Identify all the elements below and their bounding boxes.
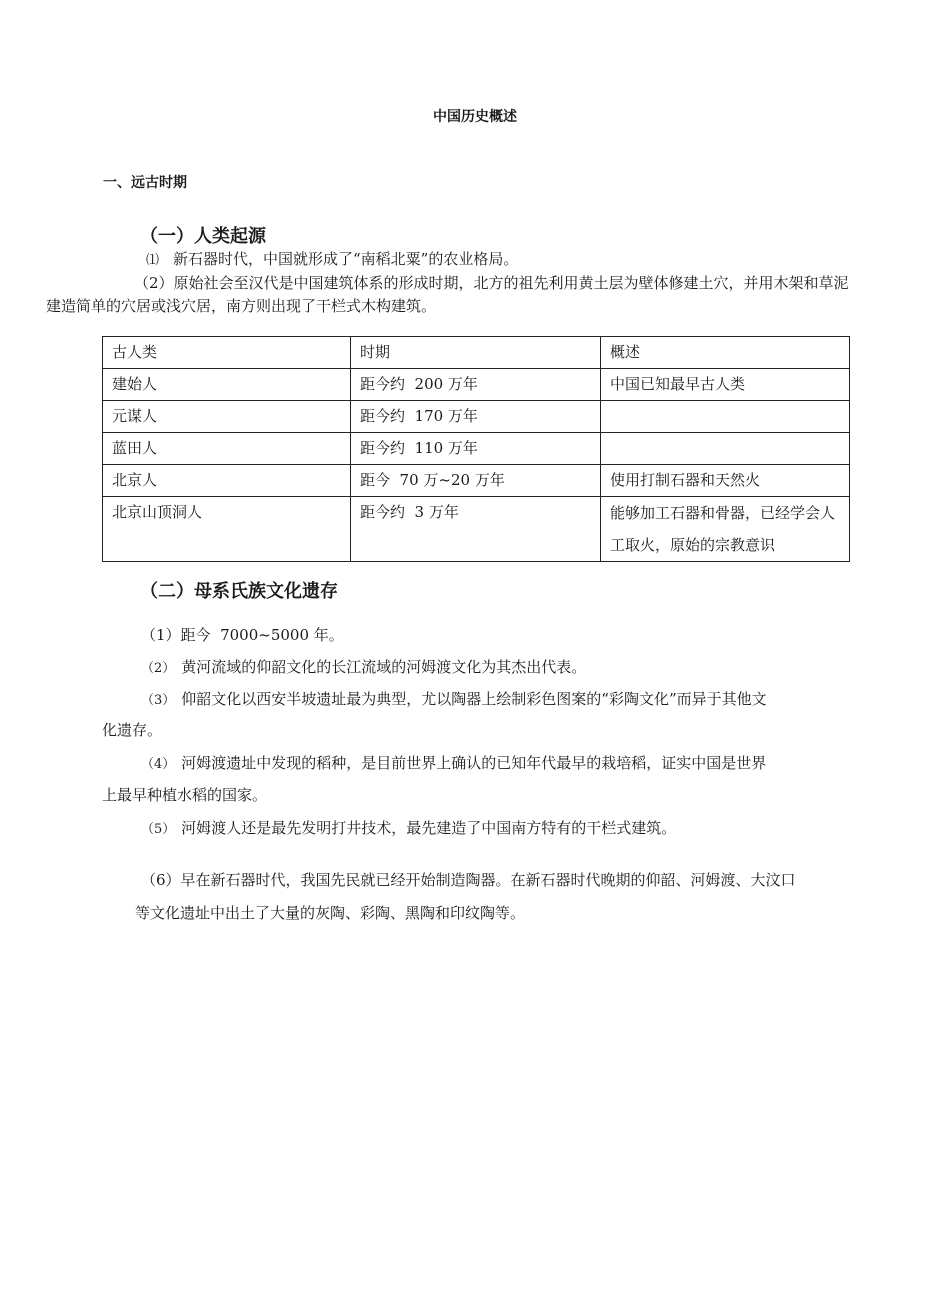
table-header-cell: 时期 (351, 337, 601, 369)
table-cell: 元谋人 (103, 401, 351, 433)
table-header-cell: 概述 (601, 337, 850, 369)
culture-paragraph-1: （1）距今 7000~5000 年。 (141, 626, 344, 644)
table-header-row (103, 337, 850, 369)
culture-paragraph-6-line-2: 等文化遗址中出土了大量的灰陶、彩陶、黑陶和印纹陶等。 (135, 904, 526, 922)
table-row (103, 497, 850, 562)
paragraph-1 (146, 248, 518, 269)
paragraph-text: 仰韶文化以西安半坡遗址最为典型，尤以陶器上绘制彩色图案的“彩陶文化”而异于其他文 (181, 690, 767, 708)
table-cell: 距今约 110 万年 (351, 433, 601, 465)
table-cell: 距今约 170 万年 (351, 401, 601, 433)
table-cell: 距今约 200 万年 (351, 369, 601, 401)
culture-paragraph-4-line-2: 上最早种植水稻的国家。 (102, 786, 268, 804)
table-cell: 距今 70 万~20 万年 (351, 465, 601, 497)
paragraph-number: （5） (141, 822, 176, 837)
paragraph-text: 黄河流域的仰韶文化的长江流域的河姆渡文化为其杰出代表。 (181, 658, 587, 676)
table-cell: 距今约 3 万年 (351, 497, 601, 562)
culture-paragraph-5 (141, 817, 676, 838)
paragraph-2-line-1: （2）原始社会至汉代是中国建筑体系的形成时期，北方的祖先利用黄土层为壁体修建土穴，并用木架和草泥 (134, 274, 849, 292)
table-cell: 北京山顶洞人 (103, 497, 351, 562)
table-cell: 使用打制石器和天然火 (601, 465, 850, 497)
paragraph-number: （3） (141, 693, 176, 708)
table-row (103, 369, 850, 401)
paragraph-number: （2） (141, 661, 176, 676)
table-row (103, 433, 850, 465)
table-cell: 蓝田人 (103, 433, 351, 465)
paragraph-text: 新石器时代，中国就形成了“南稻北粟”的农业格局。 (173, 250, 519, 268)
subsection-heading-origin: （一）人类起源 (140, 226, 266, 247)
paragraph-2-line-2: 建造简单的穴居或浅穴居，南方则出现了干栏式木构建筑。 (46, 297, 437, 315)
ancient-humans-table (102, 336, 850, 562)
section-heading-ancient: 一、远古时期 (103, 175, 187, 191)
table-cell: 北京人 (103, 465, 351, 497)
table-cell: 中国已知最早古人类 (601, 369, 850, 401)
document-title: 中国历史概述 (433, 109, 517, 125)
table-cell (601, 433, 850, 465)
table-cell: 能够加工石器和骨器，已经学会人工取火，原始的宗教意识 (601, 497, 850, 562)
culture-paragraph-3-line-1 (141, 688, 767, 709)
table-cell: 建始人 (103, 369, 351, 401)
table-row (103, 401, 850, 433)
culture-paragraph-4-line-1 (141, 752, 766, 773)
table-header-cell: 古人类 (103, 337, 351, 369)
paragraph-number: ⑴ (146, 253, 160, 268)
paragraph-text: 河姆渡人还是最先发明打井技术，最先建造了中国南方特有的干栏式建筑。 (181, 819, 677, 837)
culture-paragraph-2 (141, 656, 586, 677)
table-row (103, 465, 850, 497)
subsection-heading-matriarchal: （二）母系氏族文化遗存 (140, 581, 338, 602)
table-cell (601, 401, 850, 433)
paragraph-text: 河姆渡遗址中发现的稻种，是目前世界上确认的已知年代最早的栽培稻，证实中国是世界 (181, 754, 767, 772)
culture-paragraph-3-line-2: 化遗存。 (102, 721, 163, 739)
culture-paragraph-6-line-1: （6）早在新石器时代，我国先民就已经开始制造陶器。在新石器时代晚期的仰韶、河姆渡、大汶口 (141, 871, 796, 889)
paragraph-number: （4） (141, 757, 176, 772)
